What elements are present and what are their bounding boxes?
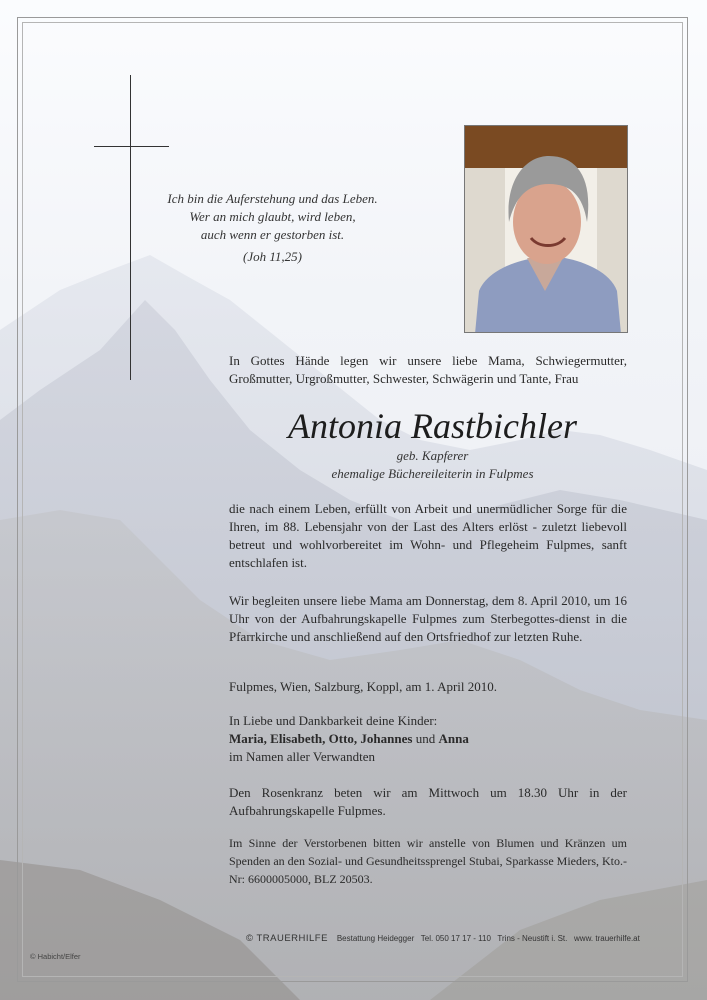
funeral-paragraph: Wir begleiten unsere liebe Mama am Donnerstag, dem 8. April 2010, um 16 Uhr von der Aufbahrungskapelle Fulpmes zum Sterbegottes-dienst in die Pfarrkirche und anschließend auf den Ortsfriedhof zur letzten Ruhe. [229,593,627,644]
verse-reference: (Joh 11,25) [243,249,302,264]
children-line [229,730,627,748]
cross-horizontal-line [94,146,169,147]
passing-paragraph: die nach einem Leben, erfüllt von Arbeit und unermüdlicher Sorge für die Ihren, im 88. Lebensjahr von der Last des Alters erlöst - zuletzt liebevoll betreut und wohlvorbereitet im Wohn- und Pflegeheim Fulpmes, sanft entschlafen ist. [229,501,627,570]
former-role: ehemalige Büchereileiterin in Fulpmes [331,466,534,481]
image-copyright: © Habicht/Elfer [30,952,81,961]
funeral-home-footer [246,933,696,944]
deceased-portrait-photo [464,125,628,333]
last-child-name: Anna [438,731,469,746]
company-website: www. trauerhilfe.at [574,934,640,943]
family-signature [229,712,627,766]
deceased-name: Antonia Rastbichler [288,406,577,446]
rosary-notice: Den Rosenkranz beten wir am Mittwoch um 18.30 Uhr in der Aufbahrungskapelle Fulpmes. [229,785,627,818]
company-name: Bestattung Heidegger [336,934,415,943]
children-conjunction: und [412,731,439,746]
bible-verse [150,190,395,266]
deceased-details [240,447,625,483]
birth-name: geb. Kapferer [396,448,469,463]
donation-request: Im Sinne der Verstorbenen bitten wir anstelle von Blumen und Kränzen um Spenden an den Sozial- und Gesundheitssprengel Stubai, Sparkasse Mieders, Kto.-Nr: 6600005000, BLZ 20503. [229,836,627,886]
children-names: Maria, Elisabeth, Otto, Johannes [229,731,413,746]
family-closing-line: im Namen aller Verwandten [229,749,375,764]
company-address: Trins - Neustift i. St. [497,934,568,943]
family-intro-line: In Liebe und Dankbarkeit deine Kinder: [229,713,438,728]
verse-line-2: Wer an mich glaubt, wird leben, [189,209,356,224]
cross-vertical-line [130,75,131,380]
verse-line-3: auch wenn er gestorben ist. [200,227,345,242]
intro-text: In Gottes Hände legen wir unsere liebe Mama, Schwiegermutter, Großmutter, Urgroßmutter, Schwester, Schwägerin und Tante, Frau [229,353,627,386]
verse-line-1: Ich bin die Auferstehung und das Leben. [167,191,378,206]
trauerhilfe-logo: © TRAUERHILFE [246,933,328,944]
place-and-date: Fulpmes, Wien, Salzburg, Koppl, am 1. April 2010. [229,679,498,694]
company-phone: Tel. 050 17 17 - 110 [420,934,491,943]
